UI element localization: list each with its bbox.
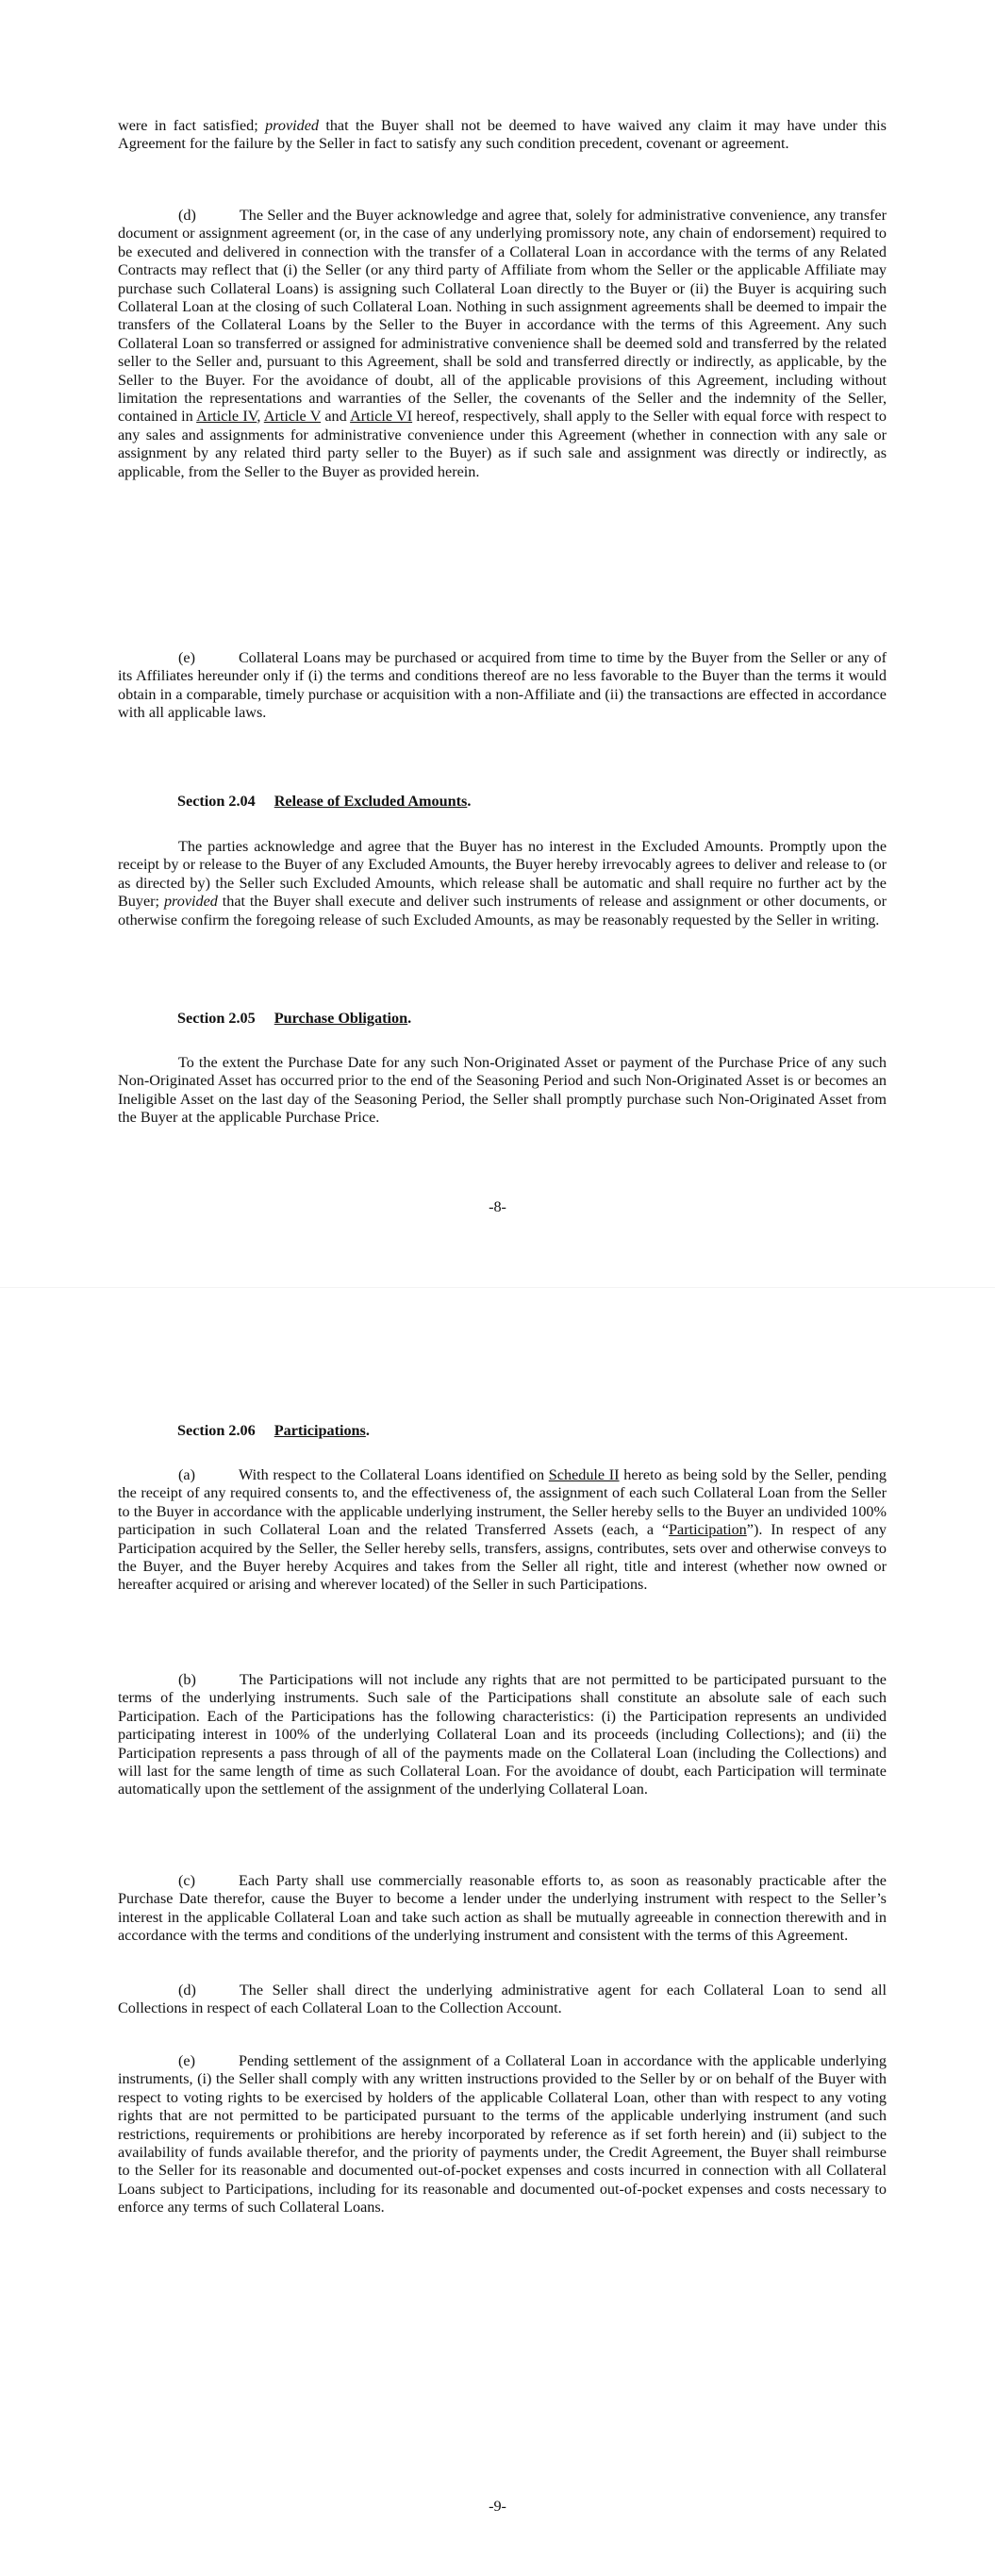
- paragraph-2-04: [118, 838, 887, 929]
- paragraph-2-06-e: [118, 2052, 887, 2217]
- page-number: -8-: [489, 1198, 506, 1215]
- paragraph-2-06-d: [118, 1982, 887, 2018]
- cross-reference-schedule-ii[interactable]: Schedule II: [548, 1466, 620, 1483]
- cross-reference-article-v[interactable]: Article V: [263, 408, 322, 426]
- text-run: The Seller and the Buyer acknowledge and agree that, solely for administrative convenience, any transfer document or assignment agreement (or, in the case of any underlying promissory note, any chain of endorsement) required to be executed and delivered in connection with the transfer of a Collateral Loan in accordance with the terms of any Related Contracts may reflect that (i) the Seller (or any third party of Affiliate from whom the Seller or the applicable Affiliate may purchase such Collateral Loans) is assigning such Collateral Loan directly to the Buyer or (ii) the Buyer is acquiring such Collateral Loan at the closing of such Collateral Loan. Nothing in such assignment agreements shall be deemed to impair the transfers of the Collateral Loans by the Seller to the Buyer in accordance with the terms of this Agreement. Any such Collateral Loan so transferred or assigned for administrative convenience shall be deemed sold and transferred by the related seller to the Seller and, pursuant to this Agreement, shall be sold and transferred directly or indirectly, as applicable, by the Seller to the Buyer. For the avoidance of doubt, all of the applicable provisions of this Agreement, including without limitation the representations and warranties of the Seller, the covenants of the Seller and the indemnity of the Seller, contained in: [118, 207, 887, 426]
- italic-term-provided: provided: [163, 893, 218, 911]
- clause-label: (e): [178, 2052, 195, 2069]
- text-run: ”). In respect of any Participation acquired by the Seller, the Seller hereby sells, transfers, assigns, contributes, sets over and otherwise conveys to the Buyer, and the Buyer hereby Acquires and takes from the Seller all right, title and interest (whether now owned or hereafter acquired or arising and wherever located) of the Seller in such Participations.: [118, 1521, 887, 1594]
- text-run: that the Buyer shall execute and deliver such instruments of release and assignment or other documents, or otherwise confirm the foregoing release of such Excluded Amounts, as may be reasonably requested by the Seller in writing.: [118, 893, 887, 928]
- text-run: and: [321, 408, 351, 426]
- text-run: Collateral Loans may be purchased or acquired from time to time by the Buyer from the Seller or any of its Affiliates hereunder only if (i) the terms and conditions thereof are no less favorable to the Buyer than the terms it would obtain in a comparable, timely purchase or acquisition with a non-Affiliate and (ii) the transactions are effected in accordance with all applicable laws.: [118, 649, 887, 722]
- text-run: With respect to the Collateral Loans identified on: [238, 1466, 549, 1483]
- text-run: The Participations will not include any rights that are not permitted to be participated pursuant to the terms of the underlying instruments. Such sale of the Participations shall constitute an absolute sale of each such Participation. Each of the Participations has the following characteristics: (i) the Participation represents an undivided participating interest in 100% of the underlying Collateral Loan and its proceeds (including Collections); and (ii) the Participation represents a pass through of all of the payments made on the Collateral Loan (including the Collections) and will last for the same length of time as such Collateral Loan. For the avoidance of doubt, each Participation will terminate automatically upon the settlement of the assignment of the underlying Collateral Loan.: [118, 1671, 887, 1798]
- text-run: ,: [257, 408, 264, 426]
- cross-reference-article-vi[interactable]: Article VI: [350, 408, 413, 426]
- page-9: [0, 1288, 995, 2576]
- page-number: -9-: [489, 2498, 506, 2515]
- section-title-period: .: [467, 793, 472, 810]
- clause-label: (b): [178, 1671, 196, 1688]
- paragraph-2-03-d: [118, 207, 887, 481]
- section-title: Purchase Obligation: [274, 1010, 408, 1027]
- text-run: Pending settlement of the assignment of a Collateral Loan in accordance with the applicable underlying instruments, (i) the Seller shall comply with any written instructions provided to the Seller by or on behalf of the Buyer with respect to voting rights to be exercised by holders of the applicable Collateral Loan, other than with respect to any voting rights that are not permitted to be participated pursuant to the terms of the applicable underlying instrument (and such restrictions, requirements or prohibitions are hereby incorporated by reference as if set forth herein) and (ii) subject to the availability of funds available therefor, and the priority of payments under, the Credit Agreement, the Buyer shall reimburse to the Seller for its reasonable and documented out-of-pocket expenses and costs incurred in connection with all Collateral Loans subject to Participations, including for its reasonable and documented out-of-pocket expenses and costs necessary to enforce any terms of such Collateral Loans.: [118, 2052, 887, 2216]
- section-title-period: .: [407, 1010, 412, 1027]
- section-heading-2-05: [177, 1010, 411, 1028]
- text-run: To the extent the Purchase Date for any such Non-Originated Asset or payment of the Purchase Price of any such Non-Originated Asset has occurred prior to the end of the Seasoning Period and such Non-Originated Asset is or becomes an Ineligible Asset on the last day of the Seasoning Period, the Seller shall promptly purchase such Non-Originated Asset from the Buyer at the applicable Purchase Price.: [118, 1054, 887, 1127]
- section-number: Section 2.04: [177, 793, 256, 810]
- text-run: were in fact satisfied;: [118, 117, 266, 134]
- clause-label: (e): [178, 649, 195, 666]
- clause-label: (a): [178, 1466, 195, 1483]
- section-heading-2-04: [177, 793, 471, 811]
- paragraph-2-06-a: [118, 1466, 887, 1595]
- section-title-period: .: [365, 1422, 370, 1439]
- clause-label: (c): [178, 1872, 195, 1889]
- section-heading-2-06: [177, 1422, 370, 1440]
- clause-label: (d): [178, 207, 196, 224]
- text-run: Each Party shall use commercially reasonable efforts to, as soon as reasonably practicable after the Purchase Date therefor, cause the Buyer to become a lender under the underlying instrument with respect to the Seller’s interest in the applicable Collateral Loan and take such action as shall be mutually agreeable in connection therewith and in accordance with the terms and conditions of the underlying instrument and consistent with the terms of this Agreement.: [118, 1872, 887, 1945]
- text-run: hereto as being sold by the Seller, pending the receipt of any required consents to, and the effectiveness of, the assignment of each such Collateral Loan from the Seller to the Buyer in accordance with the applicable underlying instrument, the Seller hereby sells to the Buyer an undivided 100% participation in such Collateral Loan and the related Transferred Assets (each, a “: [118, 1466, 887, 1539]
- italic-term-provided: provided: [265, 117, 320, 134]
- section-number: Section 2.06: [177, 1422, 256, 1439]
- cross-reference-article-iv[interactable]: Article IV: [196, 408, 257, 426]
- text-run: The parties acknowledge and agree that the Buyer has no interest in the Excluded Amounts. Promptly upon the receipt by or release to the Buyer of any Excluded Amounts, the Buyer hereby irrevocably agrees to deliver and release to (or as directed by) the Seller such Excluded Amounts, which release shall be automatic and shall require no further act by the Buyer;: [118, 838, 887, 911]
- paragraph-2-03-e: [118, 649, 887, 723]
- text-run: The Seller shall direct the underlying administrative agent for each Collateral Loan to send all Collections in respect of each Collateral Loan to the Collection Account.: [118, 1982, 887, 2017]
- section-number: Section 2.05: [177, 1010, 256, 1027]
- text-run: that the Buyer shall not be deemed to have waived any claim it may have under this Agreement for the failure by the Seller in fact to satisfy any such condition precedent, covenant or agreement.: [118, 117, 887, 153]
- section-title: Participations: [274, 1422, 366, 1439]
- clause-label: (d): [178, 1982, 196, 1999]
- paragraph-2-06-c: [118, 1872, 887, 1946]
- text-run: hereof, respectively, shall apply to the Seller with equal force with respect to any sales and assignments for administrative convenience under this Agreement (whether in connection with any sale or assignment by any related third party seller to the Buyer) as if such sale and assignment was directly or indirectly, as applicable, from the Seller to the Buyer as provided herein.: [118, 408, 887, 480]
- paragraph-2-06-b: [118, 1671, 887, 1799]
- paragraph-2-05: [118, 1054, 887, 1128]
- defined-term-participation: Participation: [669, 1521, 747, 1539]
- section-title: Release of Excluded Amounts: [274, 793, 468, 810]
- paragraph-continuation: [118, 117, 887, 154]
